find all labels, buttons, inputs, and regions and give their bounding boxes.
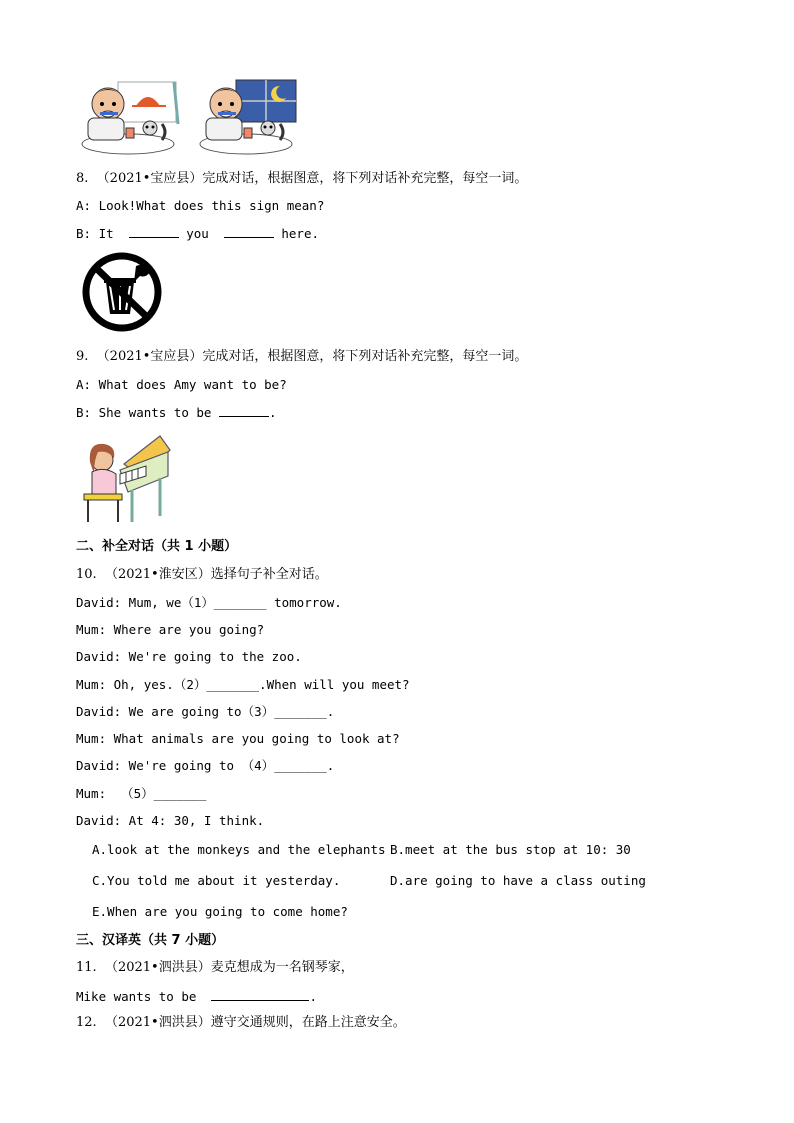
question-12-stem: 12. （2021•泗洪县）遵守交通规则，在路上注意安全。 — [76, 1015, 406, 1030]
answer-blank-11[interactable] — [211, 988, 309, 1001]
girl-playing-piano-picture — [80, 430, 174, 528]
no-littering-sign-icon — [80, 252, 164, 332]
dialogue-line-2: Mum: Where are you going? — [76, 622, 265, 637]
dialogue-line-8: Mum: （5）_______ — [76, 786, 207, 801]
question-11-answer-line — [76, 988, 317, 1005]
dialogue-line-7: David: We're going to （4）_______. — [76, 758, 335, 773]
dialogue-line-9: David: At 4: 30, I think. — [76, 813, 265, 828]
question-8-b-mid: you — [178, 226, 224, 241]
dialogue-line-1: David: Mum, we（1）_______ tomorrow. — [76, 595, 342, 610]
answer-blank-8-1[interactable] — [129, 225, 179, 238]
question-9-b-suffix: . — [269, 405, 277, 420]
question-11-answer-suffix: . — [309, 989, 317, 1004]
section-2-heading: 二、补全对话（共 1 小题） — [76, 539, 238, 554]
boy-brushing-teeth-morning-picture — [78, 78, 190, 160]
dialogue-line-6: Mum: What animals are you going to look at? — [76, 731, 400, 746]
option-d: D.are going to have a class outing — [390, 873, 646, 888]
answer-blank-8-2[interactable] — [224, 225, 274, 238]
dialogue-line-5: David: We are going to（3）_______. — [76, 704, 335, 719]
answer-blank-9[interactable] — [219, 404, 269, 417]
question-8-b-prefix: B: It — [76, 226, 129, 241]
question-9-line-b — [76, 404, 277, 421]
option-b: B.meet at the bus stop at 10: 30 — [390, 842, 631, 857]
option-c: C.You told me about it yesterday. — [92, 873, 341, 888]
dialogue-line-3: David: We're going to the zoo. — [76, 649, 302, 664]
dialogue-line-4: Mum: Oh, yes.（2）_______.When will you meet? — [76, 677, 410, 692]
question-8-b-suffix: here. — [273, 226, 319, 241]
question-8-line-b — [76, 225, 319, 242]
question-8-stem: 8. （2021•宝应县）完成对话，根据图意，将下列对话补充完整，每空一词。 — [76, 171, 528, 186]
question-8-line-a: A: Look!What does this sign mean? — [76, 198, 325, 213]
question-9-stem: 9. （2021•宝应县）完成对话，根据图意，将下列对话补充完整，每空一词。 — [76, 349, 528, 364]
option-a: A.look at the monkeys and the elephants — [92, 842, 386, 857]
question-11-answer-prefix: Mike wants to be — [76, 989, 212, 1004]
question-9-b-prefix: B: She wants to be — [76, 405, 219, 420]
section-3-heading: 三、汉译英（共 7 小题） — [76, 933, 225, 948]
question-11-stem: 11. （2021•泗洪县）麦克想成为一名钢琴家， — [76, 960, 354, 975]
option-e: E.When are you going to come home? — [92, 904, 348, 919]
boy-brushing-teeth-night-picture — [196, 78, 308, 160]
question-9-line-a: A: What does Amy want to be? — [76, 377, 287, 392]
question-10-stem: 10. （2021•淮安区）选择句子补全对话。 — [76, 567, 328, 582]
